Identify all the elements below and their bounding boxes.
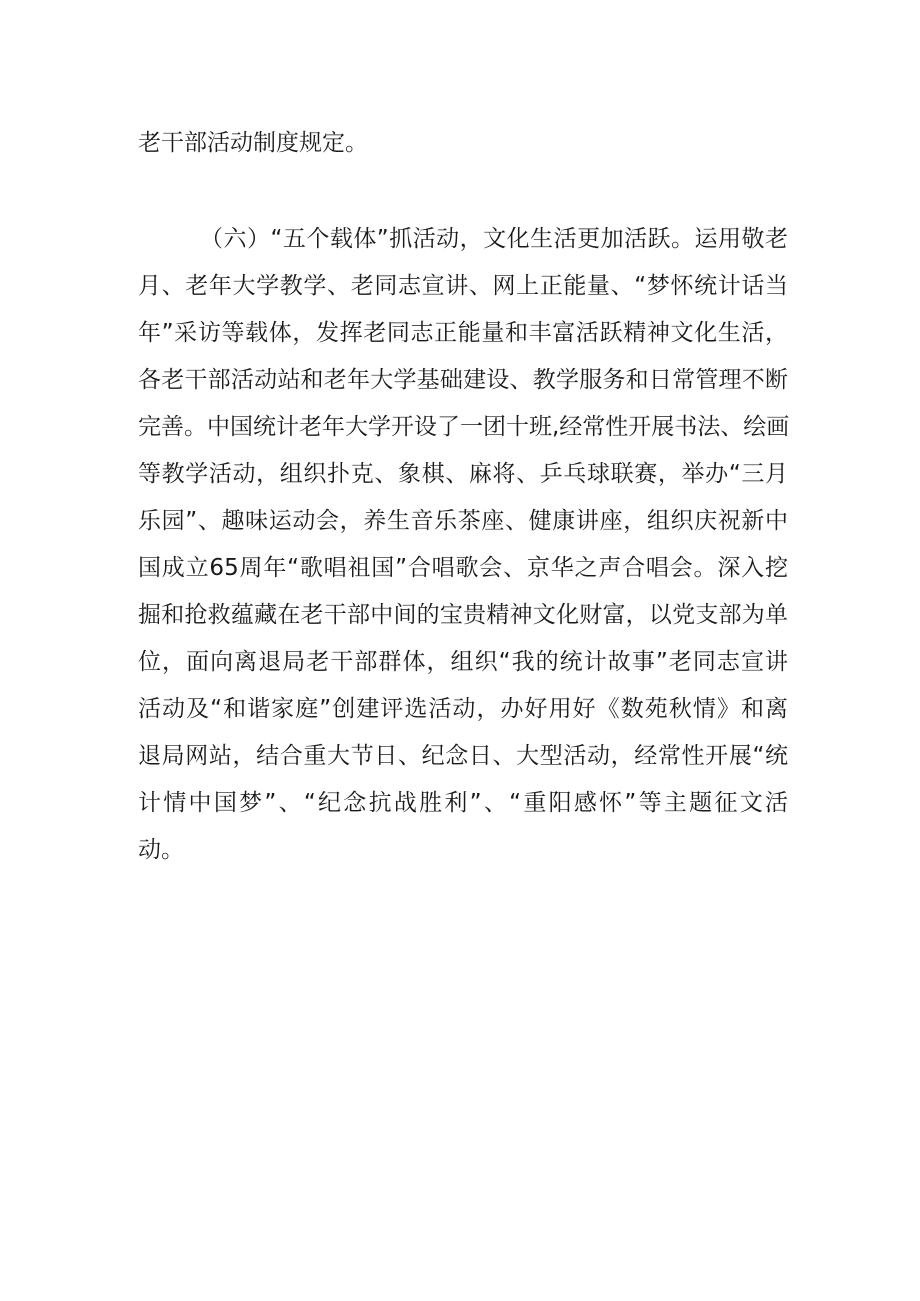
paragraph-2-line-2: 月、老年大学教学、老同志宣讲、网上正能量、“梦怀统计话当 (138, 273, 788, 299)
paragraph-1-line-1: 老干部活动制度规定。 (138, 130, 368, 156)
paragraph-2-line-1: （六）“五个载体”抓活动，文化生活更加活跃。运用敬老 (200, 226, 788, 252)
paragraph-2-line-4: 各老干部活动站和老年大学基础建设、教学服务和日常管理不断 (138, 367, 788, 393)
paragraph-2-line-3: 年”采访等载体，发挥老同志正能量和丰富活跃精神文化生活， (138, 320, 788, 346)
paragraph-2-line-14: 动。 (138, 837, 184, 863)
paragraph-2-line-9: 掘和抢救蕴藏在老干部中间的宝贵精神文化财富，以党支部为单 (138, 602, 788, 628)
paragraph-2-line-12: 退局网站，结合重大节日、纪念日、大型活动，经常性开展“统 (138, 743, 788, 769)
paragraph-2-line-13: 计情中国梦”、“纪念抗战胜利”、“重阳感怀”等主题征文活 (138, 790, 788, 816)
paragraph-2-line-7: 乐园”、趣味运动会，养生音乐茶座、健康讲座，组织庆祝新中 (138, 508, 788, 534)
paragraph-2-line-8: 国成立65周年“歌唱祖国”合唱歌会、京华之声合唱会。深入挖 (138, 555, 788, 581)
paragraph-2-line-6: 等教学活动，组织扑克、象棋、麻将、乒乓球联赛，举办“三月 (138, 461, 788, 487)
paragraph-2-line-10: 位，面向离退局老干部群体，组织“我的统计故事”老同志宣讲 (138, 649, 788, 675)
paragraph-2-line-11: 活动及“和谐家庭”创建评选活动，办好用好《数苑秋情》和离 (138, 696, 788, 722)
paragraph-2-line-5: 完善。中国统计老年大学开设了一团十班,经常性开展书法、绘画 (138, 414, 790, 440)
